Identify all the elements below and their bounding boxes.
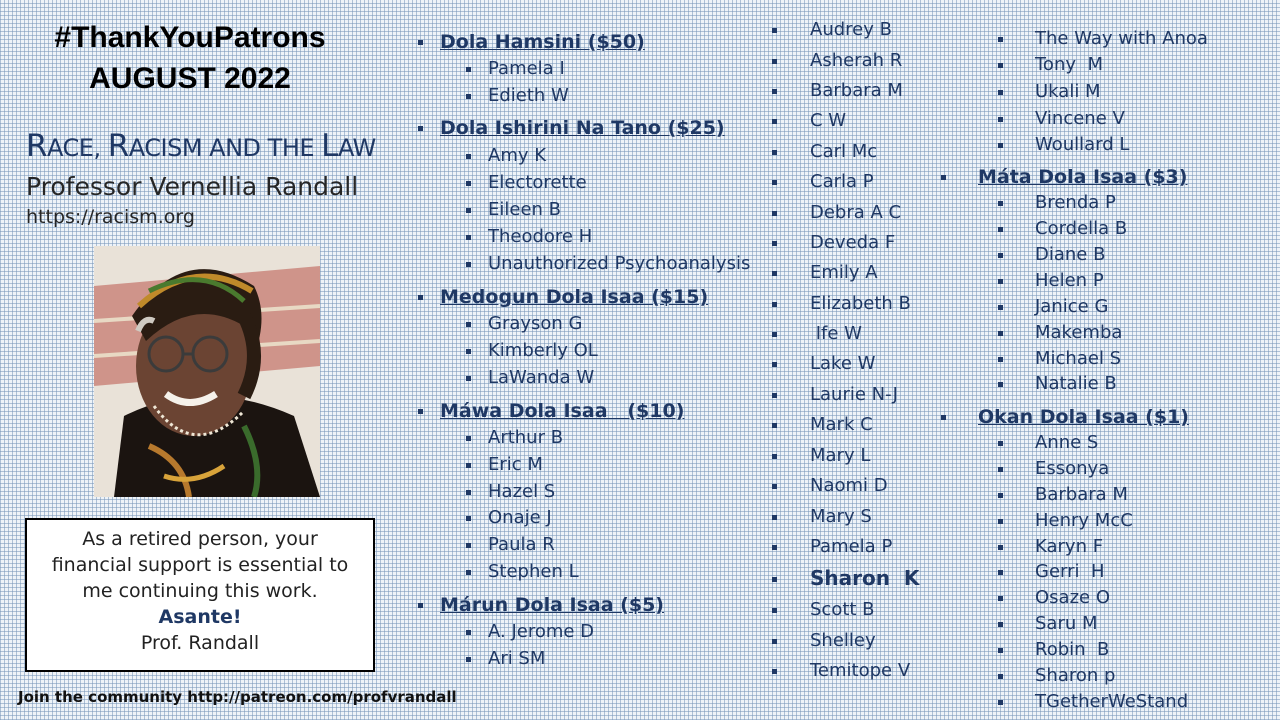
patron-name: LaWanda W: [488, 367, 595, 388]
bullet-icon: [998, 143, 1003, 148]
message-signoff: Prof. Randall: [140, 632, 260, 654]
bullet-icon: [941, 175, 946, 180]
patron-name: A. Jerome D: [488, 621, 595, 642]
patron-name: Henry McC: [1035, 510, 1133, 531]
tier-heading: Dola Hamsini ($50): [440, 31, 645, 53]
patron-name: Osaze O: [1035, 587, 1110, 608]
bullet-icon: [418, 40, 423, 45]
bullet-icon: [772, 577, 777, 582]
support-message-box: [25, 518, 375, 672]
patron-name: The Way with Anoa: [1035, 28, 1208, 49]
bullet-icon: [466, 490, 471, 495]
patron-name: Ife W: [810, 323, 862, 344]
tier-heading: Dola Ishirini Na Tano ($25): [440, 117, 725, 139]
patron-name: Emily A: [810, 262, 878, 283]
bullet-icon: [466, 322, 471, 327]
bullet-icon: [998, 331, 1003, 336]
professor-name: Professor Vernellia Randall: [26, 172, 359, 201]
bullet-icon: [772, 59, 777, 64]
patron-name: Unauthorized Psychoanalysis: [488, 253, 751, 274]
patron-name: Scott B: [810, 599, 875, 620]
patron-name: Vincene V: [1035, 108, 1125, 129]
patron-name: Eileen B: [488, 199, 562, 220]
patron-name: Tony M: [1035, 54, 1103, 75]
bullet-icon: [998, 648, 1003, 653]
patron-name: Natalie B: [1035, 373, 1117, 394]
bullet-icon: [772, 639, 777, 644]
bullet-icon: [772, 669, 777, 674]
patron-name: Audrey B: [810, 19, 892, 40]
message-asante: Asante!: [158, 606, 242, 628]
bullet-icon: [772, 393, 777, 398]
message-line: As a retired person, your: [82, 528, 318, 550]
patron-name: Asherah R: [810, 50, 903, 71]
tier-heading: Máwa Dola Isaa ($10): [440, 400, 685, 422]
bullet-icon: [998, 596, 1003, 601]
bullet-icon: [466, 630, 471, 635]
patron-name: Hazel S: [488, 481, 556, 502]
patron-name: Saru M: [1035, 613, 1098, 634]
bullet-icon: [772, 515, 777, 520]
patron-name: Theodore H: [488, 226, 593, 247]
bullet-icon: [998, 382, 1003, 387]
patron-name: Barbara M: [810, 80, 903, 101]
bullet-icon: [466, 208, 471, 213]
tier-heading: Márun Dola Isaa ($5): [440, 594, 664, 616]
patron-name: Brenda P: [1035, 192, 1116, 213]
bullet-icon: [998, 90, 1003, 95]
bullet-icon: [998, 227, 1003, 232]
bullet-icon: [998, 253, 1003, 258]
patron-name: Helen P: [1035, 270, 1104, 291]
bullet-icon: [998, 570, 1003, 575]
bullet-icon: [466, 657, 471, 662]
bullet-icon: [418, 409, 423, 414]
patron-name: Pamela P: [810, 536, 893, 557]
patron-name: Gerri H: [1035, 561, 1105, 582]
bullet-icon: [466, 570, 471, 575]
bullet-icon: [772, 150, 777, 155]
patron-name: Kimberly OL: [488, 340, 598, 361]
patron-name: Mary S: [810, 506, 872, 527]
patron-name: Sharon p: [1035, 665, 1116, 686]
patron-name: Makemba: [1035, 322, 1123, 343]
patron-name: Karyn F: [1035, 536, 1104, 557]
bullet-icon: [772, 241, 777, 246]
patron-name: Essonya: [1035, 458, 1110, 479]
bullet-icon: [466, 181, 471, 186]
bullet-icon: [772, 608, 777, 613]
bullet-icon: [466, 516, 471, 521]
patron-name: Robin B: [1035, 639, 1110, 660]
bullet-icon: [466, 262, 471, 267]
patron-name: Carla P: [810, 171, 874, 192]
patron-name: Amy K: [488, 145, 547, 166]
bullet-icon: [772, 302, 777, 307]
patron-name: Elizabeth B: [810, 293, 911, 314]
patron-name: Cordella B: [1035, 218, 1128, 239]
bullet-icon: [998, 441, 1003, 446]
bullet-icon: [998, 357, 1003, 362]
patron-name: Sharon K: [810, 566, 920, 590]
patron-name: Shelley: [810, 630, 876, 651]
patron-name: Woullard L: [1035, 134, 1130, 155]
bullet-icon: [772, 484, 777, 489]
bullet-icon: [998, 279, 1003, 284]
bullet-icon: [941, 415, 946, 420]
bullet-icon: [466, 349, 471, 354]
patron-name: Pamela I: [488, 58, 565, 79]
patron-name: Eric M: [488, 454, 543, 475]
patron-name: Naomi D: [810, 475, 888, 496]
patron-name: Ari SM: [488, 648, 546, 669]
bullet-icon: [998, 63, 1003, 68]
patron-name: Barbara M: [1035, 484, 1128, 505]
page-subtitle-month: AUGUST 2022: [89, 62, 291, 95]
bullet-icon: [998, 305, 1003, 310]
patron-name: Carl Mc: [810, 141, 878, 162]
bullet-icon: [998, 700, 1003, 705]
bullet-icon: [466, 67, 471, 72]
patron-name: Anne S: [1035, 432, 1099, 453]
bullet-icon: [772, 454, 777, 459]
bullet-icon: [998, 201, 1003, 206]
bullet-icon: [466, 543, 471, 548]
patron-name: TGetherWeStand: [1035, 691, 1189, 712]
bullet-icon: [998, 467, 1003, 472]
bullet-icon: [772, 28, 777, 33]
message-line: financial support is essential to: [51, 554, 349, 576]
bullet-icon: [998, 545, 1003, 550]
bullet-icon: [466, 94, 471, 99]
bullet-icon: [466, 436, 471, 441]
page-title: #ThankYouPatrons: [54, 21, 326, 54]
bullet-icon: [772, 362, 777, 367]
patron-name: Paula R: [488, 534, 555, 555]
tier-heading: Máta Dola Isaa ($3): [978, 166, 1188, 188]
bullet-icon: [418, 603, 423, 608]
professor-photo: [94, 246, 320, 497]
patron-name: Mark C: [810, 414, 873, 435]
patron-name: Diane B: [1035, 244, 1106, 265]
patron-name: Debra A C: [810, 202, 902, 223]
bullet-icon: [466, 235, 471, 240]
bullet-icon: [466, 154, 471, 159]
bullet-icon: [772, 545, 777, 550]
patron-name: Janice G: [1035, 296, 1109, 317]
bullet-icon: [772, 271, 777, 276]
bullet-icon: [998, 622, 1003, 627]
patron-name: Mary L: [810, 445, 871, 466]
bullet-icon: [466, 376, 471, 381]
bullet-icon: [772, 423, 777, 428]
patron-name: Grayson G: [488, 313, 583, 334]
bullet-icon: [998, 493, 1003, 498]
patron-name: Onaje J: [488, 507, 552, 528]
patron-name: Ukali M: [1035, 81, 1101, 102]
message-line: me continuing this work.: [82, 580, 318, 602]
patron-name: Electorette: [488, 172, 587, 193]
patron-name: Stephen L: [488, 561, 579, 582]
patron-name: Arthur B: [488, 427, 564, 448]
bullet-icon: [772, 332, 777, 337]
bullet-icon: [772, 89, 777, 94]
patron-name: C W: [810, 110, 847, 131]
bullet-icon: [998, 117, 1003, 122]
tier-heading: Medogun Dola Isaa ($15): [440, 286, 709, 308]
patron-name: Temitope V: [810, 660, 911, 681]
patron-name: Laurie N-J: [810, 384, 898, 405]
bullet-icon: [998, 519, 1003, 524]
patron-name: Edieth W: [488, 85, 569, 106]
website-link[interactable]: https://racism.org: [26, 206, 195, 228]
patron-name: Lake W: [810, 353, 876, 374]
bullet-icon: [772, 211, 777, 216]
course-title: RACE, RACISM AND THE LAW: [26, 128, 376, 164]
bullet-icon: [998, 674, 1003, 679]
bullet-icon: [466, 463, 471, 468]
bullet-icon: [998, 37, 1003, 42]
patron-name: Deveda F: [810, 232, 896, 253]
tier-heading: Okan Dola Isaa ($1): [978, 406, 1189, 428]
patron-name: Michael S: [1035, 348, 1122, 369]
join-community-link[interactable]: Join the community http://patreon.com/profvrandall: [18, 688, 457, 706]
bullet-icon: [772, 119, 777, 124]
bullet-icon: [772, 180, 777, 185]
bullet-icon: [418, 295, 423, 300]
bullet-icon: [418, 126, 423, 131]
